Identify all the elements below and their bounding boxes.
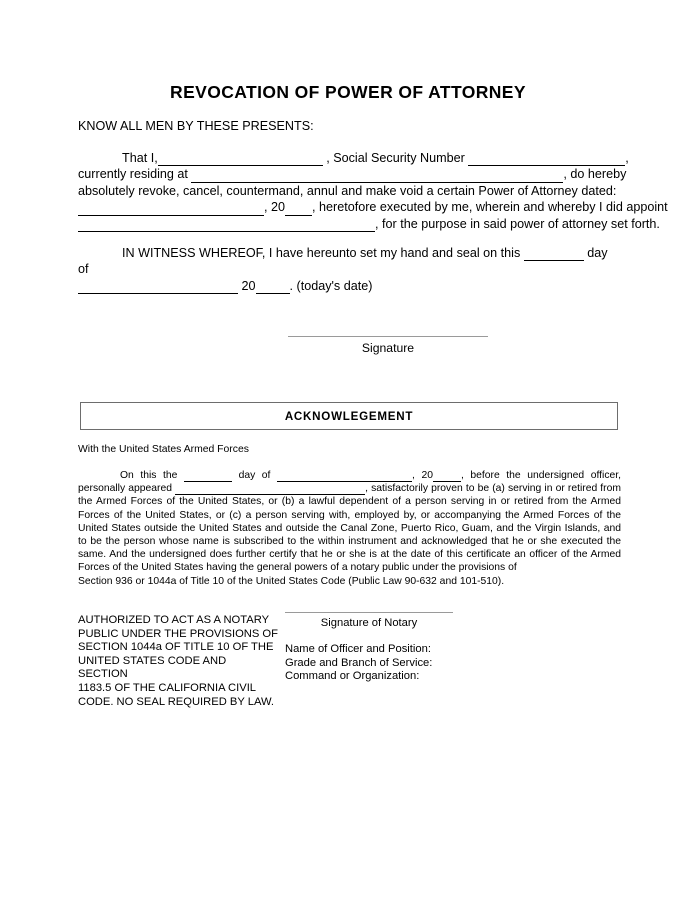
name-blank[interactable] [158, 152, 323, 166]
notary-auth-line: AUTHORIZED TO ACT AS A NOTARY [78, 614, 270, 626]
body-line-1-text-c: , [625, 151, 629, 165]
notary-signature-line[interactable] [285, 612, 453, 613]
signature-area [288, 336, 488, 355]
body-line-1-text-a: That I, [122, 151, 158, 165]
page-title: REVOCATION OF POWER OF ATTORNEY [170, 82, 526, 102]
ack-month-blank[interactable] [277, 470, 412, 482]
ack-year-blank[interactable] [433, 470, 461, 482]
notary-field-grade-branch: Grade and Branch of Service: [285, 656, 433, 669]
body-line-4 [78, 199, 668, 215]
acknowledgement-subtitle: With the United States Armed Forces [78, 444, 249, 455]
witness-line-1 [78, 245, 621, 278]
notary-auth-line: 1183.5 OF THE CALIFORNIA CIVIL [78, 681, 257, 694]
notary-signature-area [285, 612, 453, 684]
revocation-body [78, 150, 668, 232]
ack-text-1d: , before the undersigned officer, personally appeared [78, 470, 622, 495]
notary-auth-line: SECTION 1044a OF TITLE 10 OF THE [78, 641, 274, 654]
ack-text-1a: On this the [120, 470, 178, 481]
notary-authorization-text [78, 614, 278, 709]
witness-paragraph [78, 245, 621, 294]
ack-appearer-blank[interactable] [175, 483, 365, 495]
ack-text-2: , satisfactorily proven to be (a) serving in or retired from the Armed Forces of the United States, or (b) a lawful dependent of a person serving in or retired from the Armed Forces of the United States, or (c) a person serving with, employed by, or accompanying the Armed Forces of the United States outside the United States and outside the Canal Zone, Puerto Rico, Guam, and the Virgin Islands, and to be the person whose name is subscribed to the within instrument and acknowledged that he or she executed the same. And the undersigned does further certify that he or she is at the date of this certificate an officer of the Armed Forces of the United States having the general powers of a notary public under the provisions of [78, 483, 621, 574]
witness-month-blank[interactable] [78, 280, 238, 294]
date-blank[interactable] [78, 202, 264, 216]
witness-day-blank[interactable] [524, 247, 584, 261]
body-line-5 [78, 216, 660, 232]
notary-field-list [285, 643, 453, 684]
appointee-blank[interactable] [78, 218, 375, 232]
acknowledgement-header-box [80, 402, 618, 430]
notary-signature-label: Signature of Notary [320, 617, 418, 629]
witness-line-1-text-a: IN WITNESS WHEREOF, I have hereunto set my hand and seal on this [122, 246, 521, 260]
body-line-4-text-a: , 20 [264, 200, 286, 215]
ssn-blank[interactable] [468, 152, 625, 166]
notary-field-name-position: Name of Officer and Position: [285, 643, 431, 655]
body-line-1-text-b: , Social Security Number [326, 151, 465, 165]
acknowledgement-body-text [78, 469, 621, 575]
witness-line-2-text-b: . (today's date) [289, 278, 373, 293]
notary-auth-line: PUBLIC UNDER THE PROVISIONS OF [78, 627, 278, 640]
ack-day-blank[interactable] [184, 470, 232, 482]
signature-label: Signature [361, 341, 415, 355]
ack-text-3: Section 936 or 1044a of Title 10 of the United States Code (Public Law 90-632 and 101-510). [78, 575, 505, 587]
body-line-2-text-b: , do hereby [563, 167, 627, 182]
ack-text-1b: day of [238, 470, 271, 481]
notary-field-command-org: Command or Organization: [285, 670, 420, 683]
body-line-4-text-b: , heretofore executed by me, wherein and whereby I did appoint [312, 200, 668, 215]
year-blank[interactable] [285, 202, 312, 216]
body-line-1 [78, 150, 629, 166]
body-line-3: absolutely revoke, cancel, countermand, annul and make void a certain Power of Attorney dated: [78, 183, 617, 198]
witness-year-blank[interactable] [256, 280, 290, 294]
address-blank[interactable] [191, 169, 563, 183]
body-line-2-text-a: currently residing at [78, 167, 188, 182]
signature-line[interactable] [288, 336, 488, 337]
witness-line-2-text-a: 20 [241, 278, 256, 293]
body-line-2 [78, 166, 627, 182]
ack-text-1c: , 20 [412, 470, 433, 481]
notary-auth-line: CODE. NO SEAL REQUIRED BY LAW. [78, 695, 275, 708]
acknowledgement-title: ACKNOWLEGEMENT [284, 409, 414, 423]
witness-line-1-text-b: day of [78, 246, 608, 277]
acknowledgement-paragraph [78, 469, 621, 588]
intro-text: KNOW ALL MEN BY THESE PRESENTS: [78, 119, 314, 133]
body-line-5-text: , for the purpose in said power of attorney set forth. [375, 216, 660, 231]
notary-auth-line: UNITED STATES CODE AND SECTION [78, 654, 227, 681]
witness-line-2 [78, 278, 621, 294]
